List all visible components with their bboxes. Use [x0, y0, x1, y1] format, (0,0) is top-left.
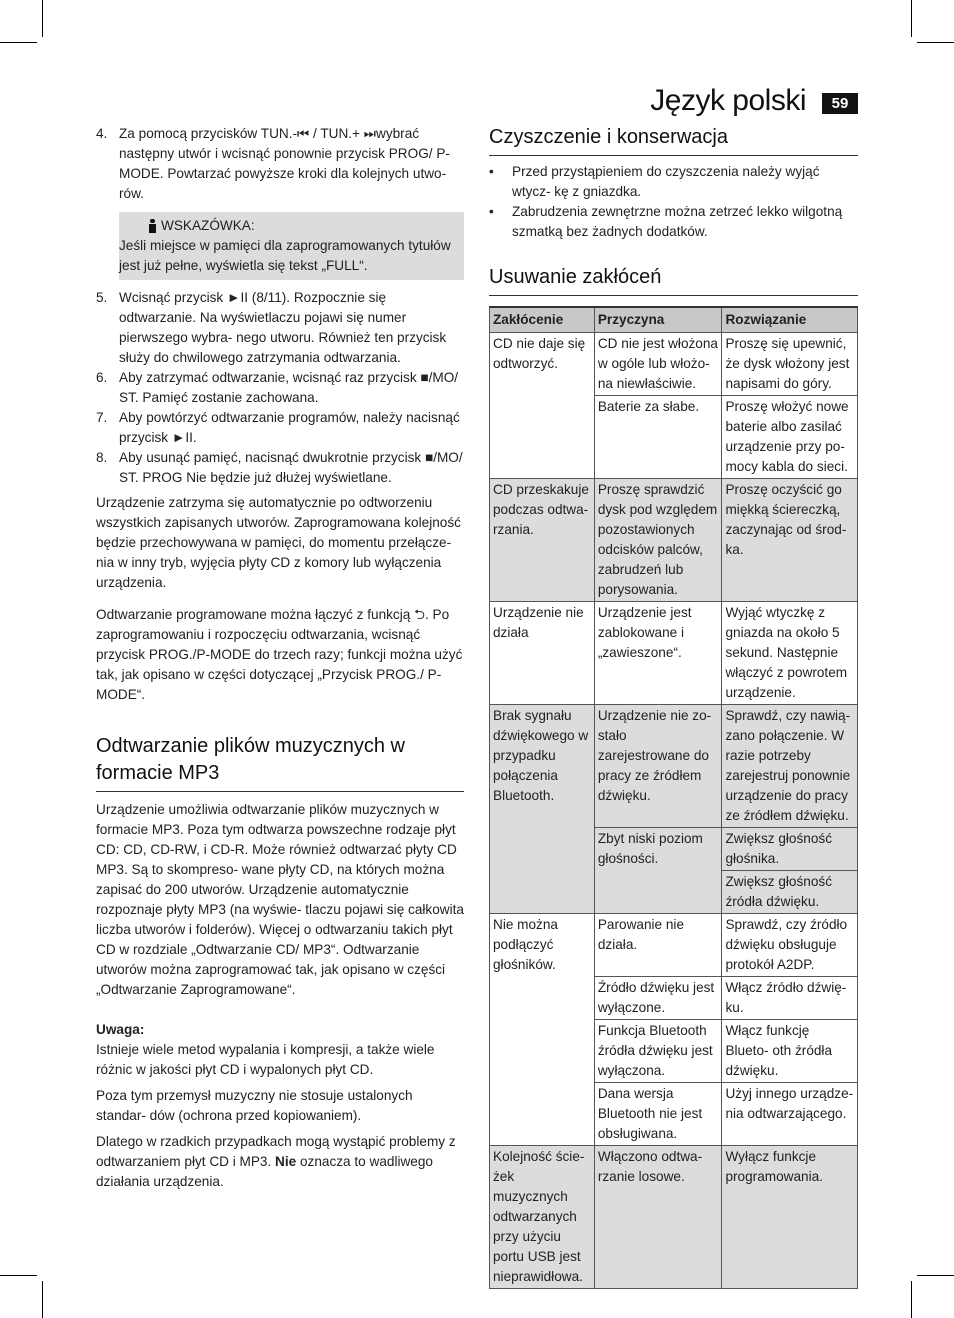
table-row	[490, 333, 858, 396]
heading-rule	[489, 295, 858, 296]
paragraph: Urządzenie umożliwia odtwarzanie plików muzycznych w formacie MP3. Poza tym odtwarza powszechne rodzaje płyt CD: CD, CD-RW, i CD-R. Może również odtwarzać płyty CD MP3. Są to skompreso- wane płyty CD, na których można zapisać do 200 utworów. Urządzenie automatycznie rozpoznaje płyty MP3 (na wyświe- tlaczu pojawi się całkowita liczba utworów i folderów). Więcej o odtwarzaniu takich płyt CD w rozdziale „Odtwarzanie CD/ MP3“. Odtwarzanie utworów można zaprogramować tak, jak opisano w części „Odtwarzanie Zaprogramowane“.	[96, 802, 464, 997]
cause-cell: Urządzenie jest zablokowane i „zawieszone“.	[594, 602, 722, 705]
paragraph: Dlatego w rzadkich przypadkach mogą wystąpić problemy z odtwarzaniem płyt CD i MP3. Nie oznacza to wadliwego działania urządzenia.	[96, 1134, 456, 1189]
heading-rule	[489, 155, 858, 156]
section-heading-cleaning: Czyszczenie i konserwacja	[489, 126, 728, 148]
solution-cell: Wyjąć wtyczkę z gniazda na około 5 sekund. Następnie włączyć z powrotem urządzenie.	[722, 602, 858, 705]
cause-cell: Urządzenie nie zo- stało zarejestrowane do pracy ze źródłem dźwięku.	[594, 705, 722, 828]
troubleshooting-table	[489, 306, 858, 1289]
problem-cell: CD nie daje się odtworzyć.	[490, 333, 595, 479]
left-column	[96, 124, 464, 1204]
table-row	[490, 914, 858, 977]
list-item: 7. Aby powtórzyć odtwarzanie programów, należy nacisnąć przycisk ►II.	[96, 410, 460, 445]
list-item: 8. Aby usunąć pamięć, nacisnąć dwukrotnie przycisk ■/MO/ ST. PROG Nie będzie już dłużej wyświetlane.	[96, 450, 463, 485]
cause-cell: Włączono odtwa- rzanie losowe.	[594, 1146, 722, 1289]
problem-cell: Urządzenie nie działa	[490, 602, 595, 705]
problem-cell: Brak sygnału dźwiękowego w przypadku połączenia Bluetooth.	[490, 705, 595, 914]
solution-cell: Włącz źródło dźwię- ku.	[722, 977, 858, 1020]
hint-text: Jeśli miejsce w pamięci dla zaprogramowanych tytułów jest już pełne, wyświetla się tekst „FULL“.	[119, 238, 451, 273]
problem-cell: CD przeskakuje podczas odtwa- rzania.	[490, 479, 595, 602]
solution-cell: Włącz funkcję Blueto- oth źródła dźwięku.	[722, 1020, 858, 1083]
solution-cell: Sprawdź, czy źródło dźwięku obsługuje protokół A2DP.	[722, 914, 858, 977]
bullet-icon: •	[489, 204, 494, 219]
list-item: • Przed przystąpieniem do czyszczenia należy wyjąć wtycz- kę z gniazdka.	[489, 162, 858, 202]
cause-cell: Zbyt niski poziom głośności.	[594, 828, 722, 914]
crop-mark	[0, 1275, 37, 1276]
right-column	[489, 124, 858, 1289]
cause-cell: Dana wersja Bluetooth nie jest obsługiwana.	[594, 1083, 722, 1146]
paragraph: Poza tym przemysł muzyczny nie stosuje ustalonych standar- dów (ochrona przed kopiowaniem).	[96, 1088, 413, 1123]
paragraph: Istnieje wiele metod wypalania i kompresji, a także wiele różnic w jakości płyt CD i wypalonych płyt CD.	[96, 1042, 435, 1077]
bullet-icon: •	[489, 164, 494, 179]
list-item: 4. Za pomocą przycisków TUN.-⏮ / TUN.+ ⏭wybrać następny utwór i wcisnąć ponownie przycisk PROG/ P-MODE. Powtarzać powyższe kroki dla kolejnych utwo- rów.	[96, 126, 450, 201]
column-header: Przyczyna	[594, 307, 722, 333]
crop-mark	[911, 1281, 912, 1318]
crop-mark	[917, 42, 954, 43]
hint-title: WSKAZÓWKA:	[161, 218, 255, 233]
table-row	[490, 479, 858, 602]
crop-mark	[917, 1275, 954, 1276]
solution-cell: Proszę oczyścić go miękką ściereczką, zaczynając od środ- ka.	[722, 479, 858, 602]
solution-cell: Wyłącz funkcje programowania.	[722, 1146, 858, 1289]
table-row	[490, 705, 858, 828]
page-number: 59	[822, 93, 858, 114]
list-item: 5. Wcisnąć przycisk ►II (8/11). Rozpocznie się odtwarzanie. Na wyświetlaczu pojawi się numer pierwszego wybra- nego utworu. Również ten przycisk służy do chwilowego zatrzymania odtwarzania.	[96, 290, 447, 365]
table-row	[490, 602, 858, 705]
section-heading-mp3: Odtwarzanie plików muzycznych w formacie MP3	[96, 735, 405, 784]
solution-cell: Sprawdź, czy nawią- zano połączenie. W razie potrzeby zarejestruj ponownie urządzenie do pracy ze źródłem dźwięku.	[722, 705, 858, 828]
solution-cell: Użyj innego urządze- nia odtwarzającego.	[722, 1083, 858, 1146]
solution-cell: Proszę włożyć nowe baterie albo zasilać urządzenie przy po- mocy kabla do sieci.	[722, 396, 858, 479]
info-icon	[148, 219, 157, 233]
cause-cell: Źródło dźwięku jest wyłączone.	[594, 977, 722, 1020]
cause-cell: CD nie jest włożona w ogóle lub włożo- na niewłaściwie.	[594, 333, 722, 396]
solution-cell: Proszę się upewnić, że dysk włożony jest napisami do góry.	[722, 333, 858, 396]
list-item: • Zabrudzenia zewnętrzne można zetrzeć lekko wilgotną szmatką bez żadnych dodatków.	[489, 202, 858, 242]
heading-rule	[96, 791, 464, 792]
cause-cell: Proszę sprawdzić dysk pod względem pozostawionych odcisków palców, zabrudzeń lub porysowania.	[594, 479, 722, 602]
crop-mark	[42, 0, 43, 37]
crop-mark	[42, 1281, 43, 1318]
column-header: Rozwiązanie	[722, 307, 858, 333]
cause-cell: Parowanie nie działa.	[594, 914, 722, 977]
cause-cell: Funkcja Bluetooth źródła dźwięku jest wyłączona.	[594, 1020, 722, 1083]
crop-mark	[0, 42, 37, 43]
table-row	[490, 1146, 858, 1289]
table-header-row	[490, 307, 858, 333]
hint-box	[119, 212, 464, 280]
solution-cell: Zwiększ głośność źródła dźwięku.	[722, 871, 858, 914]
crop-mark	[911, 0, 912, 37]
section-heading-troubleshooting: Usuwanie zakłóceń	[489, 266, 662, 288]
problem-cell: Kolejność ście- żek muzycznych odtwarzanych przy użyciu portu USB jest nieprawidłowa.	[490, 1146, 595, 1289]
solution-cell: Zwiększ głośność głośnika.	[722, 828, 858, 871]
column-header: Zakłócenie	[490, 307, 595, 333]
list-item: 6. Aby zatrzymać odtwarzanie, wcisnąć raz przycisk ■/MO/ ST. Pamięć zostanie zachowana.	[96, 370, 459, 405]
note-title: Uwaga:	[96, 1022, 145, 1037]
problem-cell: Nie można podłączyć głośników.	[490, 914, 595, 1146]
cause-cell: Baterie za słabe.	[594, 396, 722, 479]
page-header-title: Język polski	[650, 84, 806, 117]
paragraph: Urządzenie zatrzyma się automatycznie po odtworzeniu wszystkich zapisanych utworów. Zaprogramowana kolejność będzie przechowywana w pamięci, do momentu przełącze- nia w inny tryb, wyjęcia płyty CD z komory lub wyłączenia urządzenia.	[96, 495, 461, 590]
paragraph: Odtwarzanie programowane można łączyć z funkcją ⮌. Po zaprogramowaniu i rozpoczęciu odtwarzania, wcisnąć przycisk PROG./P-MODE do trzech razy; funkcji można użyć tak, jak opisano w części dotyczącej „Przycisk PROG./ P-MODE“.	[96, 607, 463, 702]
